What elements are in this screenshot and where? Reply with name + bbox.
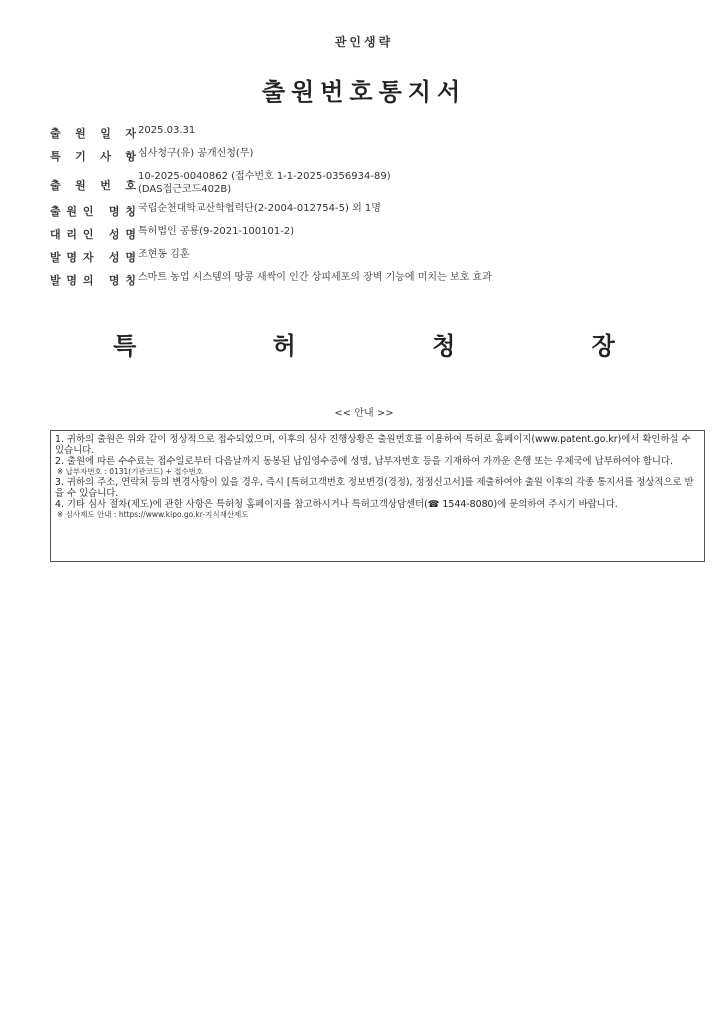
field-value: [136, 202, 381, 215]
field-value: [136, 170, 391, 196]
info-row: [50, 170, 690, 196]
info-row: [50, 147, 690, 164]
notice-item: 1. 귀하의 출원은 위와 같이 정상적으로 접수되었으며, 이후의 심사 진행상황은 출원번호를 이용하여 특허로 홈페이지(www.patent.go.kr)에서 확인하실 수 있습니다.: [55, 434, 691, 456]
info-row: [50, 271, 690, 288]
notice-footnote: ※ 심사제도 안내 : https://www.kipo.go.kr-지식재산제도: [57, 510, 249, 519]
guide-title: << 안내 >>: [334, 408, 394, 419]
field-value: [136, 248, 189, 261]
field-value-line: 조현동 김훈: [138, 249, 190, 260]
guide-notice-box: [50, 430, 705, 562]
office-char: 허: [272, 332, 296, 360]
seal-omitted-text: 관인생략: [334, 35, 394, 49]
field-value: [136, 147, 253, 160]
info-row: [50, 124, 690, 141]
field-value-line: 특허법인 공룡(9-2021-100101-2): [138, 226, 295, 237]
field-label: 출 원 번 호: [50, 179, 136, 192]
field-label: 출 원 인 명 칭: [50, 205, 136, 218]
info-row: [50, 202, 690, 219]
office-char: 청: [432, 332, 456, 360]
issuing-office: [0, 326, 728, 361]
field-label: 출 원 일 자: [50, 127, 136, 140]
field-label: 발 명 의 명 칭: [50, 274, 136, 287]
field-value-line: 10-2025-0040862 (접수번호 1-1-2025-0356934-89): [138, 171, 391, 182]
field-value-line: 스마트 농업 시스템의 땅콩 새싹이 인간 상피세포의 장벽 기능에 미치는 보호 효과: [138, 272, 492, 283]
office-char: 특: [113, 332, 137, 360]
notice-item: 4. 기타 심사 절차(제도)에 관한 사항은 특허청 홈페이지를 참고하시거나 특허고객상담센터(☎ 1544-8080)에 문의하여 주시기 바랍니다.: [55, 499, 618, 510]
field-value-line: (DAS접근코드402B): [138, 184, 232, 195]
field-value: [136, 225, 294, 238]
field-label: 대 리 인 성 명: [50, 228, 136, 241]
info-row: [50, 225, 690, 242]
field-value-line: 심사청구(유) 공개신청(무): [138, 148, 254, 159]
office-char: 장: [591, 332, 615, 360]
field-label: 발 명 자 성 명: [50, 251, 136, 264]
field-value-line: 국립순천대학교산학협력단(2-2004-012754-5) 외 1명: [138, 203, 381, 214]
field-value-line: 2025.03.31: [138, 125, 196, 136]
application-info: [50, 124, 690, 294]
info-row: [50, 248, 690, 265]
field-value: [136, 124, 195, 137]
notice-item: 3. 귀하의 주소, 연락처 등의 변경사항이 있을 경우, 즉시 [특허고객번호 정보변경(경정), 정정신고서]를 제출하여야 출원 이후의 각종 통지서를 정상적으로 받을 수 있습니다.: [55, 477, 694, 499]
notice-item: 2. 출원에 따른 수수료는 접수일로부터 다음날까지 동봉된 납입영수증에 성명, 납부자번호 등을 기재하여 가까운 은행 또는 우체국에 납부하여야 합니다.: [55, 456, 674, 467]
field-value: [136, 271, 492, 284]
notice-footnote: ※ 납부자번호 : 0131(기관코드) + 접수번호: [57, 467, 204, 476]
document-title: 출원번호통지서: [261, 78, 467, 106]
field-label: 특 기 사 항: [50, 150, 136, 163]
